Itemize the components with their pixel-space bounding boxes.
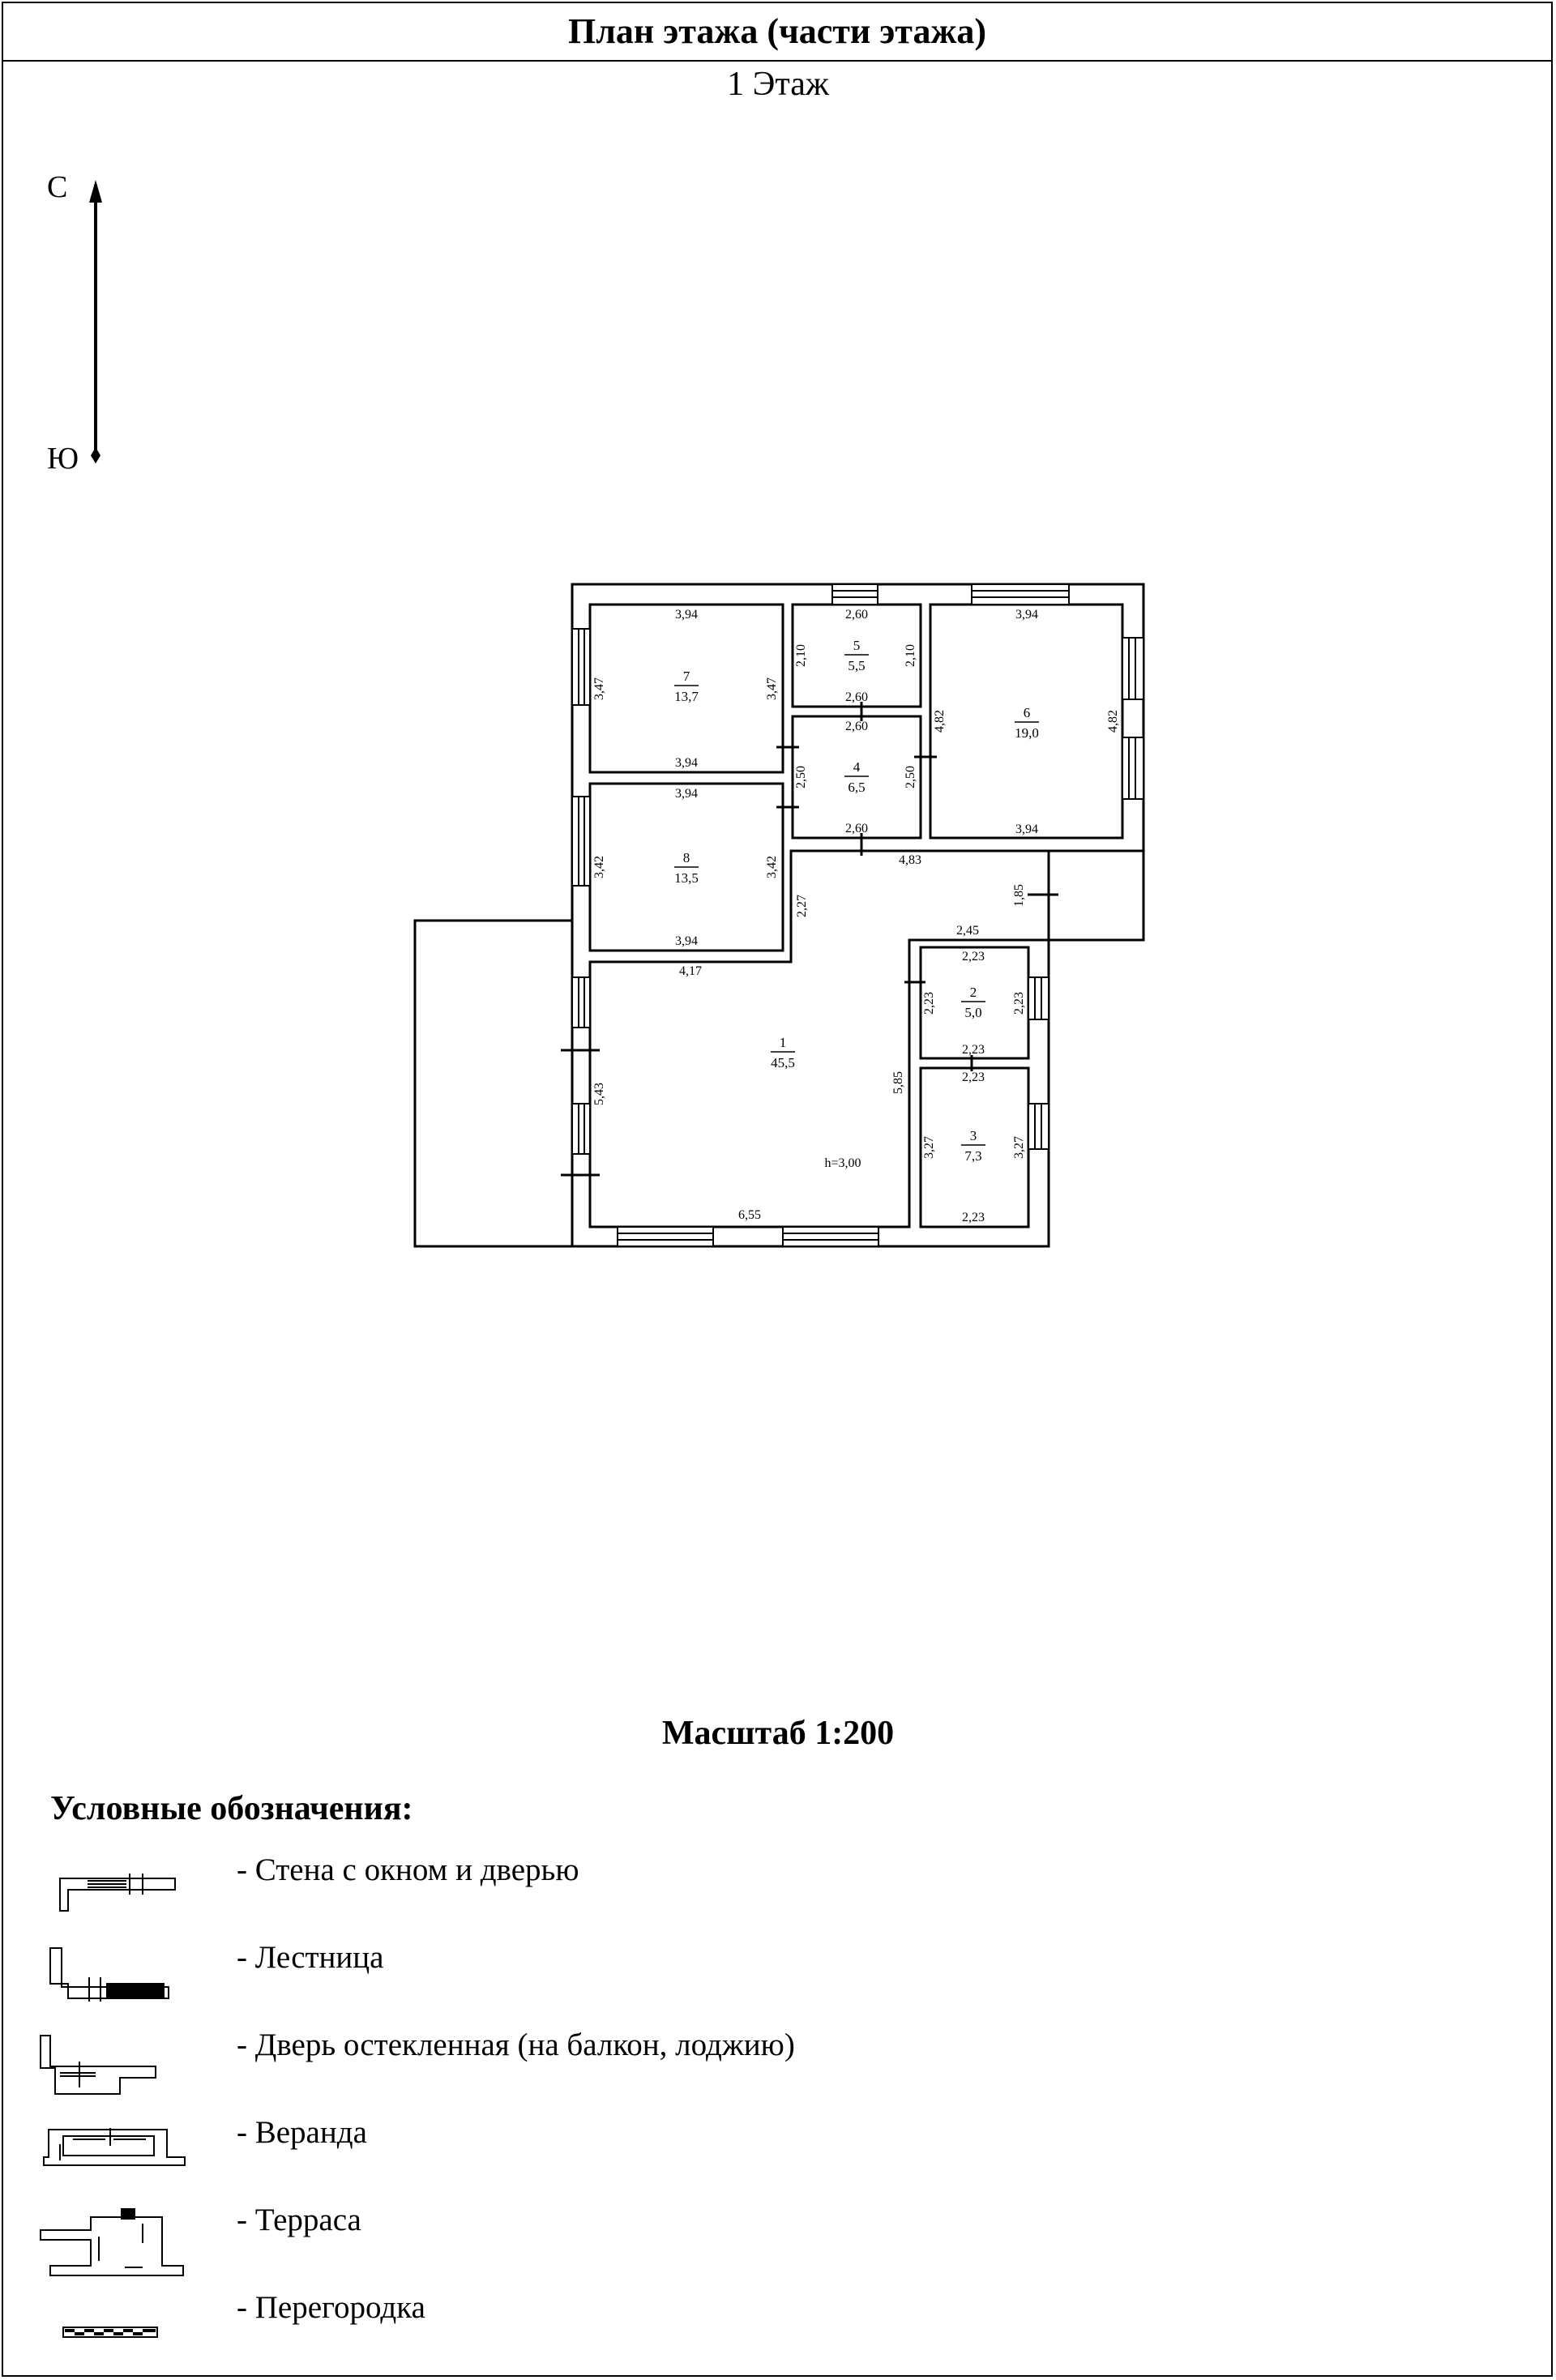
dimension: 3,47 <box>765 677 779 700</box>
dimension: 2,60 <box>845 822 868 835</box>
dimension: 2,23 <box>1012 992 1026 1015</box>
compass-arrow-icon <box>89 180 102 464</box>
dimension: 3,27 <box>922 1136 936 1159</box>
scale-label: Масштаб 1:200 <box>661 1715 895 1752</box>
legend-label-terrace: - Терраса <box>237 2203 361 2237</box>
legend-symbol-veranda-icon <box>44 2128 185 2165</box>
dimension: 5,43 <box>592 1083 606 1105</box>
dimension: 2,60 <box>845 608 868 622</box>
room-number: 1 <box>779 1035 787 1050</box>
dimension: 3,47 <box>592 677 606 700</box>
room-number: 3 <box>969 1128 977 1143</box>
room-area: 13,5 <box>674 870 699 886</box>
dimension: 3,42 <box>592 856 606 878</box>
compass-south-label: Ю <box>47 442 79 476</box>
legend-symbol-glazed-door-icon <box>41 2036 156 2094</box>
dimension: 2,23 <box>962 1043 985 1057</box>
legend-title: Условные обозначения: <box>50 1790 413 1827</box>
legend-label-veranda: - Веранда <box>237 2115 367 2150</box>
legend-symbol-partition-icon <box>63 2327 157 2337</box>
room-area: 5,0 <box>964 1005 982 1020</box>
room-number: 4 <box>853 759 861 775</box>
legend-symbol-stairs-icon <box>50 1948 169 2002</box>
dimension: 3,94 <box>675 787 698 801</box>
dimension: 2,45 <box>956 924 979 938</box>
room-number: 6 <box>1023 705 1031 720</box>
room-area: 6,5 <box>848 780 866 795</box>
dimension: 3,94 <box>675 934 698 948</box>
dimension: 2,27 <box>795 895 809 917</box>
room-area: 7,3 <box>964 1148 982 1164</box>
dimension: 4,82 <box>1106 710 1120 733</box>
dimension: 1,85 <box>1012 884 1026 907</box>
dimension: 2,50 <box>794 766 808 788</box>
legend-label-glazed-door: - Дверь остекленная (на балкон, лоджию) <box>237 2027 795 2062</box>
dimension: 3,94 <box>1015 823 1038 836</box>
dimension: 2,10 <box>904 644 917 667</box>
dimension: 2,23 <box>922 992 936 1015</box>
floor-label: 1 Этаж <box>727 66 829 103</box>
dimension: 4,17 <box>679 964 702 978</box>
room-area: 5,5 <box>848 658 866 673</box>
dimension: 2,10 <box>794 644 808 667</box>
room-number: 5 <box>853 638 861 653</box>
dimension: 2,60 <box>845 720 868 733</box>
dimension: 2,23 <box>962 1211 985 1224</box>
dimension: 3,94 <box>675 756 698 770</box>
dimension: 3,42 <box>765 856 779 878</box>
room-area: 13,7 <box>674 689 699 704</box>
dimension: 4,83 <box>899 853 921 867</box>
dimension: 6,55 <box>738 1208 761 1222</box>
page-title: План этажа (части этажа) <box>2 2 1553 62</box>
dimension: 2,60 <box>845 690 868 704</box>
legend-symbol-wall-window-door-icon <box>60 1874 175 1911</box>
dimension: 2,23 <box>962 1070 985 1084</box>
legend-symbol-terrace-icon <box>41 2209 183 2275</box>
dimension: 5,85 <box>891 1071 905 1094</box>
room-number: 8 <box>682 850 690 865</box>
dimension: h=3,00 <box>824 1156 861 1170</box>
compass-north-label: С <box>47 170 68 204</box>
room-number: 7 <box>682 669 690 684</box>
window-symbols <box>572 584 1143 1246</box>
room-number: 2 <box>969 985 977 1000</box>
dimension: 4,82 <box>933 710 947 733</box>
room-area: 19,0 <box>1015 725 1039 741</box>
dimension: 3,27 <box>1012 1136 1026 1159</box>
dimension: 2,50 <box>904 766 917 788</box>
dimension: 3,94 <box>1015 608 1038 622</box>
legend-label-stairs: - Лестница <box>237 1940 384 1975</box>
legend-label-wall: - Стена с окном и дверью <box>237 1852 579 1887</box>
dimension: 2,23 <box>962 950 985 964</box>
room-area: 45,5 <box>771 1055 795 1070</box>
dimension: 3,94 <box>675 608 698 622</box>
legend-label-partition: - Перегородка <box>237 2290 425 2325</box>
